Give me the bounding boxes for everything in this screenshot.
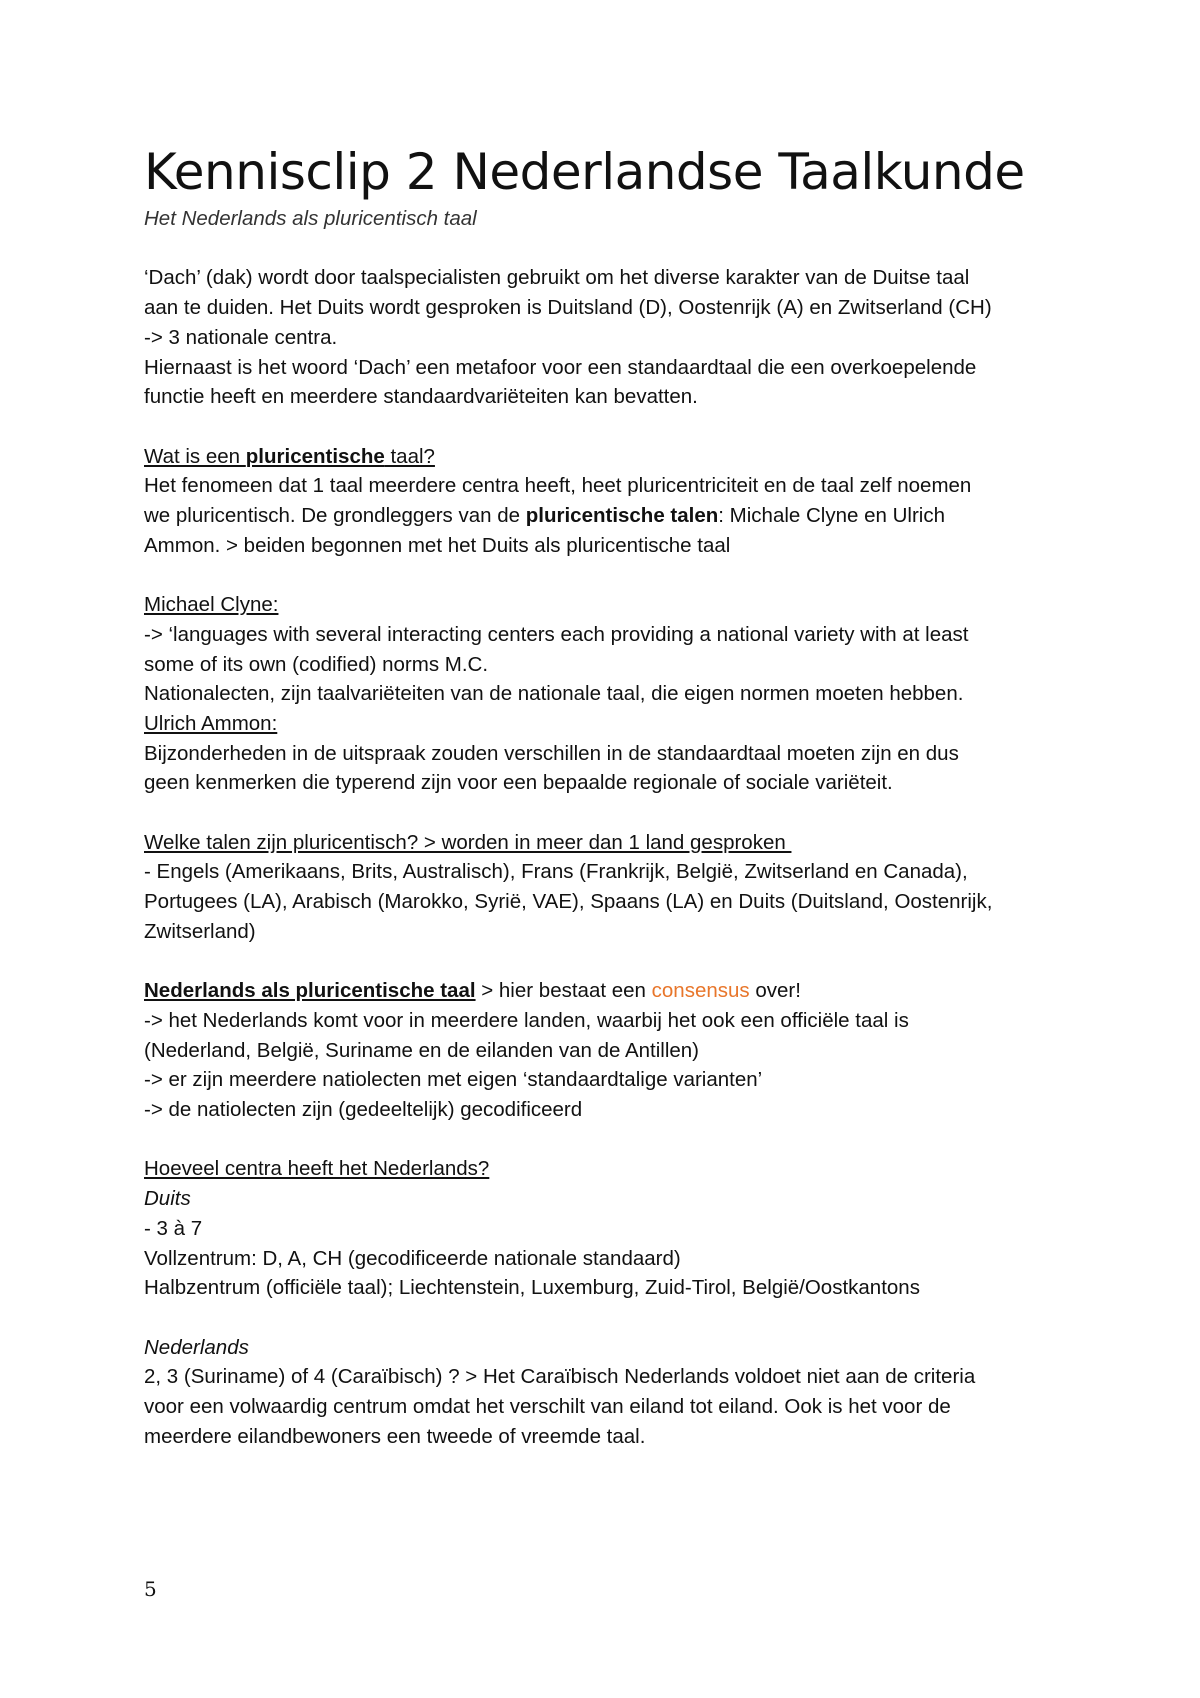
intro-section [144,263,1074,412]
body-line: - 3 à 7 [144,1216,203,1240]
heading-text: taal? [384,444,435,468]
body-text: we pluricentisch. De grondleggers van de [144,504,526,527]
body-line: Zwitserland) [144,919,256,943]
body-line: -> de natiolecten zijn (gedeeltelijk) gecodificeerd [144,1098,583,1122]
page-subtitle: Het Nederlands als pluricentisch taal [144,207,477,230]
spacer [144,560,1074,590]
body-line: -> het Nederlands komt voor in meerdere landen, waarbij het ook een officiële taal is [144,1008,909,1032]
centers-section [144,1154,1074,1451]
section-heading: Welke talen zijn pluricentisch? > worden in meer dan 1 land gesproken [144,830,792,854]
subheading-duits: Duits [144,1187,191,1211]
body-line [144,501,1074,531]
heading-bold-text: pluricentische [245,444,385,468]
heading-text: Wat is een [144,444,246,468]
intro-line: ‘Dach’ (dak) wordt door taalspecialisten gebruikt om het diverse karakter van de Duitse taal [144,266,970,290]
body-line: -> er zijn meerdere natiolecten met eigen ‘standaardtalige varianten’ [144,1068,763,1092]
ammon-section [144,709,1074,798]
spacer [144,947,1074,977]
body-line: Bijzonderheden in de uitspraak zouden verschillen in de standaardtaal moeten zijn en dus [144,741,959,765]
body-line: -> ‘languages with several interacting centers each providing a national variety with at least [144,622,969,646]
body-line: Het fenomeen dat 1 taal meerdere centra heeft, heet pluricentriciteit en de taal zelf noemen [144,474,972,498]
body-line: Vollzentrum: D, A, CH (gecodificeerde nationale standaard) [144,1246,681,1270]
body-line: meerdere eilandbewoners een tweede of vreemde taal. [144,1424,646,1448]
section-heading: Michael Clyne: [144,593,279,617]
section-heading: Ulrich Ammon: [144,711,278,735]
document-page [144,142,1074,1451]
body-line: Ammon. > beiden begonnen met het Duits als pluricentische taal [144,533,731,557]
page-number: 5 [144,1577,157,1601]
section-heading-line [144,976,1074,1006]
intro-line: functie heeft en meerdere standaardvariëteiten kan bevatten. [144,385,698,409]
section-heading: Nederlands als pluricentische taal [144,979,476,1003]
body-line: Nationalecten, zijn taalvariëteiten van de nationale taal, die eigen normen moeten hebben. [144,682,964,706]
section-heading: Hoeveel centra heeft het Nederlands? [144,1157,490,1181]
section-heading [144,442,1074,472]
body-text: > hier bestaat een [475,979,652,1003]
spacer [144,234,1074,264]
intro-line: Hiernaast is het woord ‘Dach’ een metafoor voor een standaardtaal die een overkoepelende [144,355,977,379]
subheading-nederlands: Nederlands [144,1335,249,1359]
body-line: Portugees (LA), Arabisch (Marokko, Syrië, VAE), Spaans (LA) en Duits (Duitsland, Oostenrijk, [144,890,993,914]
body-line: 2, 3 (Suriname) of 4 (Caraïbisch) ? > Het Caraïbisch Nederlands voldoet niet aan de criteria [144,1365,976,1389]
spacer [144,798,1074,828]
body-text: over! [749,979,801,1003]
body-text: : Michale Clyne en Ulrich [718,504,946,527]
spacer [144,1125,1074,1155]
intro-line: aan te duiden. Het Duits wordt gesproken is Duitsland (D), Oostenrijk (A) en Zwitserland (CH) [144,296,992,320]
languages-section [144,828,1074,947]
highlight-term: consensus [651,979,750,1003]
spacer [144,1303,1074,1333]
body-line: (Nederland, België, Suriname en de eilanden van de Antillen) [144,1038,700,1062]
spacer [144,412,1074,442]
body-line: some of its own (codified) norms M.C. [144,652,489,676]
body-line: voor een volwaardig centrum omdat het verschilt van eiland tot eiland. Ook is het voor de [144,1395,951,1419]
intro-line: -> 3 nationale centra. [144,325,338,349]
body-line: geen kenmerken die typerend zijn voor een bepaalde regionale of sociale variëteit. [144,771,893,795]
page-title: Kennisclip 2 Nederlandse Taalkunde [144,143,1025,201]
clyne-section [144,590,1074,709]
pluricentric-section [144,442,1074,561]
body-line: - Engels (Amerikaans, Brits, Australisch), Frans (Frankrijk, België, Zwitserland en Canada), [144,860,968,884]
dutch-section [144,976,1074,1125]
bold-term: pluricentische talen [525,504,719,527]
body-line: Halbzentrum (officiële taal); Liechtenstein, Luxemburg, Zuid-Tirol, België/Oostkantons [144,1276,920,1300]
